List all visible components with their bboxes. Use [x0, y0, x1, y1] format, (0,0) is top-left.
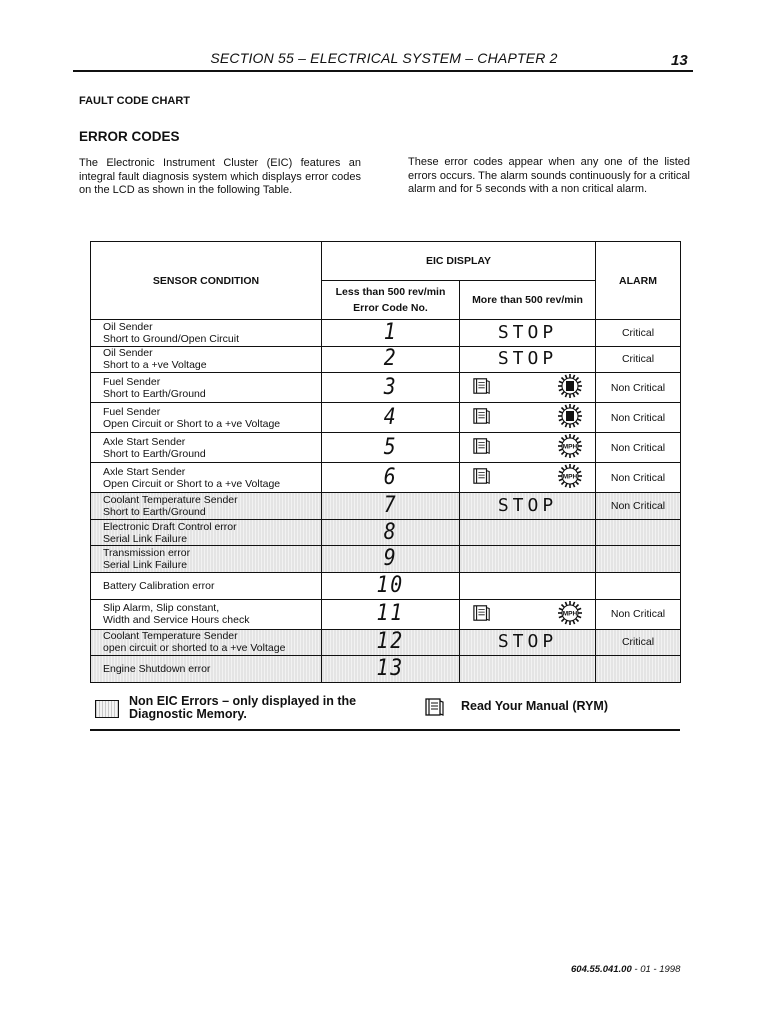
high-rev-display-cell — [460, 373, 596, 403]
sensor-condition-cell — [91, 373, 322, 403]
high-rev-display-cell — [460, 403, 596, 433]
sensor-condition-cell — [91, 320, 322, 347]
sensor-name: Fuel Sender — [103, 405, 161, 418]
error-code-cell — [322, 403, 460, 433]
sensor-condition-cell — [91, 599, 322, 629]
book-icon — [424, 697, 446, 722]
footer-rest: - 01 - 1998 — [631, 964, 681, 975]
header-less-than-500 — [322, 281, 460, 320]
table-row — [91, 373, 681, 403]
sensor-condition-cell — [91, 346, 322, 373]
sensor-condition-cell — [91, 493, 322, 520]
sensor-name: Electronic Draft Control error — [103, 520, 237, 533]
sensor-name: Oil Sender — [103, 320, 153, 333]
error-code-lcd: 10 — [376, 572, 405, 598]
footer-doc-number: 604.55.041.00 — [571, 964, 632, 975]
error-code-cell — [322, 433, 460, 463]
sensor-name: Fuel Sender — [103, 375, 161, 388]
svg-text:MPH: MPH — [562, 443, 578, 451]
sensor-condition: Serial Link Failure — [103, 532, 188, 545]
stop-lcd: STOP — [497, 631, 558, 653]
alarm-cell — [596, 572, 681, 599]
error-code-cell — [322, 572, 460, 599]
icon-pair — [460, 373, 595, 402]
high-rev-display-cell — [460, 599, 596, 629]
alarm-cell: Non Critical — [596, 403, 681, 433]
sensor-condition-cell — [91, 433, 322, 463]
rym-legend: Read Your Manual (RYM) — [461, 699, 609, 713]
error-code-lcd: 12 — [376, 629, 405, 655]
error-code-cell — [322, 546, 460, 573]
high-rev-display-cell — [460, 320, 596, 347]
icon-pair — [460, 600, 595, 629]
book-icon — [472, 377, 492, 398]
shaded-legend-swatch — [95, 700, 119, 718]
error-code-cell — [322, 373, 460, 403]
high-rev-display-cell — [460, 519, 596, 546]
icon-pair — [460, 463, 595, 492]
book-icon — [472, 604, 492, 625]
table-row — [91, 629, 681, 656]
sensor-condition-cell — [91, 403, 322, 433]
intro-paragraph-right: These error codes appear when any one of the listed errors occurs. The alarm sounds continuously for a critical alarm and for 5 seconds with a non critical alarm. — [408, 156, 690, 195]
error-code-cell — [322, 629, 460, 656]
header-low-sublabel: Error Code No. — [353, 302, 428, 314]
error-code-lcd: 7 — [383, 492, 398, 518]
mph-warning-icon — [557, 433, 583, 462]
error-code-lcd: 9 — [383, 546, 398, 572]
sensor-condition-cell — [91, 629, 322, 656]
high-rev-display-cell — [460, 346, 596, 373]
stop-lcd: STOP — [497, 321, 558, 343]
error-code-cell — [322, 346, 460, 373]
sensor-condition: Short to Ground/Open Circuit — [103, 332, 239, 345]
header-alarm: ALARM — [596, 242, 681, 320]
alarm-cell — [596, 519, 681, 546]
alarm-cell: Critical — [596, 320, 681, 347]
error-code-lcd: 2 — [383, 346, 398, 372]
high-rev-display-cell — [460, 493, 596, 520]
high-rev-display-cell — [460, 463, 596, 493]
sensor-condition: Short to Earth/Ground — [103, 387, 206, 400]
table-row — [91, 493, 681, 520]
error-code-cell — [322, 656, 460, 683]
alarm-cell: Non Critical — [596, 373, 681, 403]
high-rev-display-cell — [460, 546, 596, 573]
book-icon — [472, 467, 492, 488]
sensor-condition: Open Circuit or Short to a +ve Voltage — [103, 477, 281, 490]
sensor-name: Axle Start Sender — [103, 435, 186, 448]
header-more-than-500: More than 500 rev/min — [460, 281, 596, 320]
error-code-lcd: 3 — [383, 374, 398, 400]
book-icon — [472, 437, 492, 458]
intro-paragraph-left: The Electronic Instrument Cluster (EIC) features an integral fault diagnosis system which displays error codes on the LCD as shown in the following Table. — [79, 157, 361, 196]
sensor-condition: Serial Link Failure — [103, 559, 188, 572]
sensor-condition: Short to a +ve Voltage — [103, 359, 207, 372]
alarm-cell: Non Critical — [596, 493, 681, 520]
error-code-lcd: 1 — [383, 319, 398, 345]
high-rev-display-cell — [460, 656, 596, 683]
sensor-condition-cell — [91, 546, 322, 573]
section-label: FAULT CODE CHART — [79, 95, 191, 107]
sensor-name: Coolant Temperature Sender — [103, 493, 238, 506]
icon-pair — [460, 403, 595, 432]
sensor-condition-cell — [91, 463, 322, 493]
stop-lcd: STOP — [497, 494, 558, 516]
header-rule — [73, 70, 693, 72]
table-row — [91, 656, 681, 683]
fuel-warning-icon — [557, 403, 583, 432]
sensor-name: Battery Calibration error — [103, 579, 215, 592]
mph-warning-icon — [557, 463, 583, 492]
sensor-condition: open circuit or shorted to a +ve Voltage — [103, 642, 286, 655]
fault-code-table — [90, 241, 681, 683]
svg-text:MPH: MPH — [562, 610, 578, 618]
alarm-cell — [596, 546, 681, 573]
alarm-cell: Critical — [596, 629, 681, 656]
sensor-condition-cell — [91, 519, 322, 546]
book-icon — [472, 407, 492, 428]
sensor-condition: Open Circuit or Short to a +ve Voltage — [103, 417, 281, 430]
table-row — [91, 403, 681, 433]
error-code-cell — [322, 493, 460, 520]
error-code-lcd: 5 — [383, 434, 398, 460]
page-number: 13 — [671, 52, 688, 69]
header-eic-display: EIC DISPLAY — [322, 242, 596, 281]
table-row — [91, 599, 681, 629]
sensor-name: Transmission error — [103, 547, 191, 560]
high-rev-display-cell — [460, 629, 596, 656]
legend-rule — [90, 729, 680, 731]
header-sensor-condition: SENSOR CONDITION — [91, 242, 322, 320]
high-rev-display-cell — [460, 433, 596, 463]
section-title: SECTION 55 – ELECTRICAL SYSTEM – CHAPTER 2 — [210, 50, 558, 66]
table-row — [91, 346, 681, 373]
sensor-name: Engine Shutdown error — [103, 662, 211, 675]
stop-lcd: STOP — [497, 348, 558, 370]
sensor-name: Oil Sender — [103, 347, 153, 360]
sensor-name: Slip Alarm, Slip constant, — [103, 602, 220, 615]
header-low-label: Less than 500 rev/min — [335, 286, 446, 298]
error-code-lcd: 4 — [383, 404, 398, 430]
high-rev-display-cell — [460, 572, 596, 599]
icon-pair — [460, 433, 595, 462]
error-code-cell — [322, 320, 460, 347]
error-code-lcd: 6 — [383, 464, 398, 490]
table-body — [91, 320, 681, 683]
sensor-name: Coolant Temperature Sender — [103, 630, 238, 643]
sensor-name: Axle Start Sender — [103, 465, 186, 478]
table-row — [91, 572, 681, 599]
sensor-condition: Width and Service Hours check — [103, 614, 250, 627]
svg-text:MPH: MPH — [562, 473, 578, 481]
error-code-lcd: 8 — [383, 519, 398, 545]
alarm-cell — [596, 656, 681, 683]
sensor-condition: Short to Earth/Ground — [103, 447, 206, 460]
error-code-cell — [322, 463, 460, 493]
non-eic-legend: Non EIC Errors – only displayed in the Diagnostic Memory. — [129, 694, 357, 721]
error-code-lcd: 11 — [376, 601, 405, 627]
alarm-cell: Non Critical — [596, 599, 681, 629]
alarm-cell: Non Critical — [596, 463, 681, 493]
alarm-cell: Non Critical — [596, 433, 681, 463]
sensor-condition-cell — [91, 572, 322, 599]
fuel-warning-icon — [557, 373, 583, 402]
table-row — [91, 320, 681, 347]
document-footer — [571, 964, 680, 975]
error-code-cell — [322, 599, 460, 629]
table-row — [91, 463, 681, 493]
page-heading: ERROR CODES — [79, 129, 180, 144]
mph-warning-icon — [557, 600, 583, 629]
table-row — [91, 546, 681, 573]
alarm-cell: Critical — [596, 346, 681, 373]
error-code-lcd: 13 — [376, 655, 405, 681]
error-code-cell — [322, 519, 460, 546]
sensor-condition: Short to Earth/Ground — [103, 505, 206, 518]
sensor-condition-cell — [91, 656, 322, 683]
table-row — [91, 433, 681, 463]
table-row — [91, 519, 681, 546]
